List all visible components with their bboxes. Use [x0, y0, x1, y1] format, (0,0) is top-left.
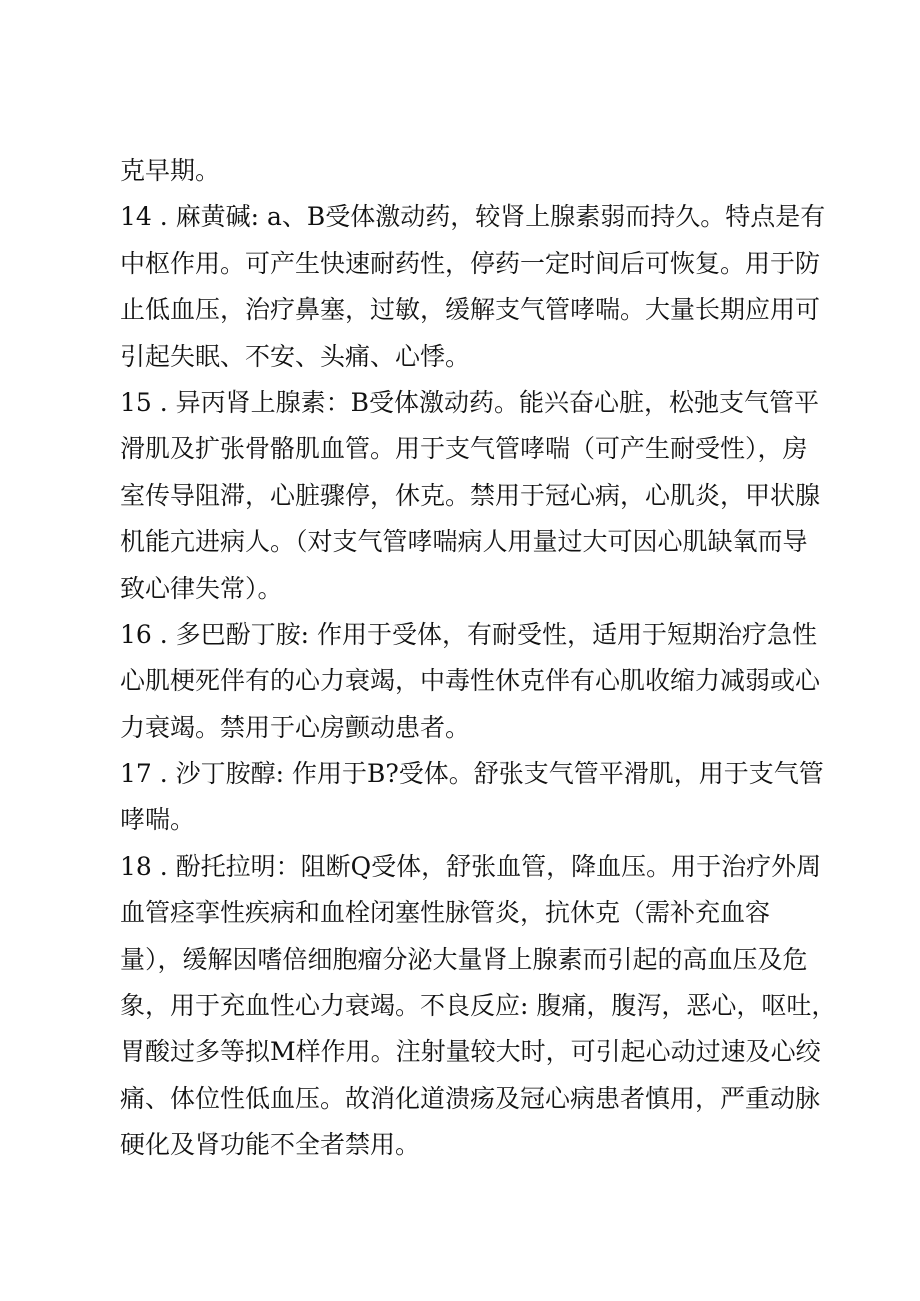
text-line: 滑肌及扩张骨骼肌血管。用于支气管哮喘（可产生耐受性），房 — [120, 434, 808, 464]
text-line: 止低血压，治疗鼻塞，过敏，缓解支气管哮喘。大量长期应用可 — [120, 295, 821, 325]
text-line: 血管痉挛性疾病和血栓闭塞性脉管炎，抗休克（需补充血容 — [120, 898, 771, 928]
text-line: 14 . 麻黄碱: a、B受体激动药，较肾上腺素弱而持久。特点是有 — [120, 202, 826, 232]
text-line: 硬化及肾功能不全者禁用。 — [120, 1130, 421, 1160]
text-line: 中枢作用。可产生快速耐药性，停药一定时间后可恢复。用于防 — [120, 248, 821, 278]
text-line: 克早期。 — [120, 156, 221, 185]
text-line: 17 . 沙丁胺醇: 作用于B?受体。舒张支气管平滑肌，用于支气管 — [120, 759, 824, 789]
text-line: 18 . 酚托拉明：阻断Q受体，舒张血管，降血压。用于治疗外周 — [120, 851, 822, 881]
text-line: 引起失眠、不安、头痛、心悸。 — [120, 341, 471, 371]
text-line: 力衰竭。禁用于心房颤动患者。 — [120, 712, 471, 742]
text-line: 15 . 异丙肾上腺素：B受体激动药。能兴奋心脏，松弛支气管平 — [120, 387, 820, 417]
text-line: 胃酸过多等拟M样作用。注射量较大时，可引起心动过速及心绞 — [120, 1037, 821, 1067]
text-line: 16 . 多巴酚丁胺: 作用于受体，有耐受性，适用于短期治疗急性 — [120, 619, 818, 649]
text-line: 量），缓解因嗜倍细胞瘤分泌大量肾上腺素而引起的高血压及危 — [120, 944, 808, 974]
text-line: 室传导阻滞，心脏骤停，休克。禁用于冠心病，心肌炎，甲状腺 — [120, 480, 821, 510]
text-line: 心肌梗死伴有的心力衰竭，中毒性休克伴有心肌收缩力减弱或心 — [120, 666, 821, 696]
document-body — [120, 148, 837, 1169]
text-line: 哮喘。 — [120, 805, 196, 835]
text-line: 痛、体位性低血压。故消化道溃疡及冠心病患者慎用，严重动脉 — [120, 1083, 821, 1113]
text-line: 象，用于充血性心力衰竭。不良反应: 腹痛，腹泻，恶心，呕吐， — [120, 991, 837, 1021]
text-line: 机能亢进病人。（对支气管哮喘病人用量过大可因心肌缺氧而导 — [120, 527, 808, 557]
text-line: 致心律失常）。 — [120, 573, 283, 603]
